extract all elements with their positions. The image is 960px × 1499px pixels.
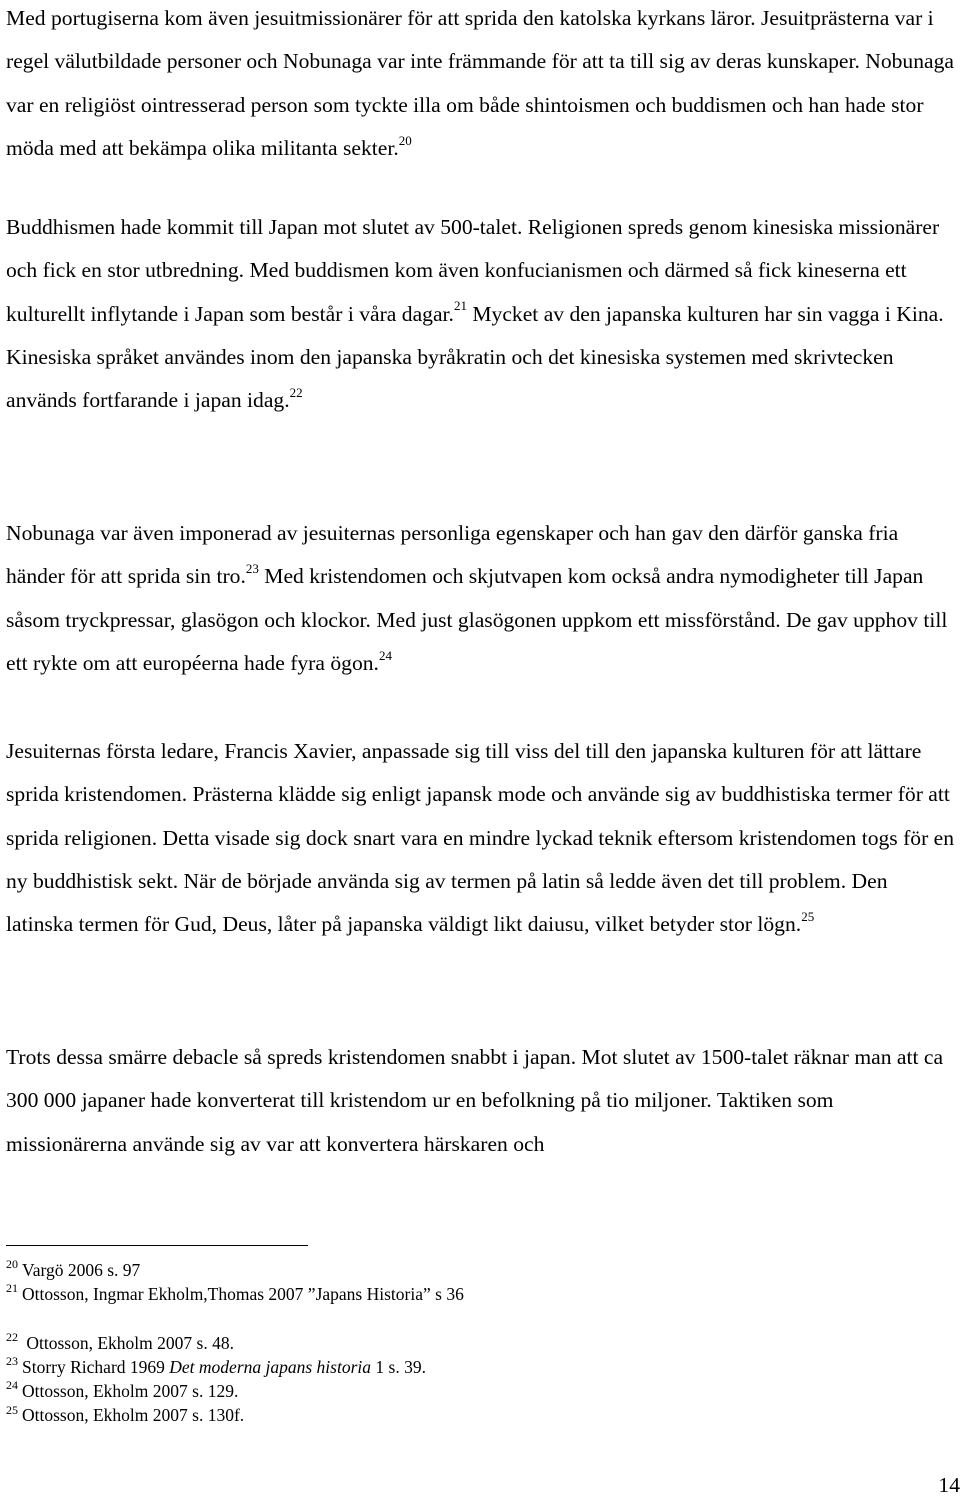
paragraph-5 [6, 1036, 956, 1166]
footnote-text: Vargö 2006 s. 97 [22, 1260, 141, 1280]
footnote-ref[interactable]: 23 [245, 561, 259, 577]
footnote-22 [6, 1331, 946, 1355]
footnote-number: 22 [6, 1329, 18, 1344]
paragraph-text: Med portugiserna kom även jesuitmissionärer för att sprida den katolska kyrkans läror. Jesuitprästerna var i regel välutbildade personer och Nobunaga var inte främmande för att ta till sig av deras kunskaper. Nobunaga var en religiöst ointresserad person som tyckte illa om både shintoismen och buddismen och han hade stor möda med att bekämpa olika militanta sekter. [6, 6, 954, 160]
footnote-text: Ottosson, Ekholm 2007 s. 130f. [22, 1405, 245, 1426]
footnote-number: 23 [6, 1354, 18, 1369]
footnote-number: 24 [6, 1378, 18, 1393]
footnote-24 [6, 1379, 946, 1403]
footnote-ref[interactable]: 25 [801, 909, 815, 924]
paragraph-text: Trots dessa smärre debacle så spreds kristendomen snabbt i japan. Mot slutet av 1500-talet räknar man att ca 300 000 japaner hade konverterat till kristendom ur en befolkning på tio miljoner. Taktiken som missionärerna använde sig av var att konvertera härskaren och [6, 1045, 944, 1156]
footnote-text: Ottosson, Ingmar Ekholm,Thomas 2007 ”Japans Historia” s 36 [22, 1284, 464, 1305]
paragraph-4 [6, 730, 956, 946]
paragraph-1 [6, 0, 956, 170]
paragraph-text: Buddhismen hade kommit till Japan mot slutet av 500-talet. Religionen spreds genom kinesiska missionärer och fick en stor utbredning. Med buddismen kom även konfucianismen och därmed så fick kineserna ett kulturellt inflytande i Japan som består i våra dagar. [6, 215, 940, 326]
footnote-number: 25 [6, 1402, 18, 1417]
footnote-ref[interactable]: 22 [289, 385, 303, 400]
footnote-separator [6, 1245, 308, 1246]
footnote-number: 21 [6, 1281, 18, 1296]
paragraph-text: Mycket av den japanska kulturen har sin vagga i Kina. Kinesiska språket användes inom den japanska byråkratin och det kinesiska systemen med skrivtecken används fortfarande i japan idag. [6, 301, 944, 413]
footnote-number: 20 [6, 1257, 18, 1272]
footnote-list [6, 1258, 946, 1428]
book-title: Det moderna japans historia [169, 1356, 372, 1377]
paragraph-text: Med kristendomen och skjutvapen kom också andra nymodigheter till Japan såsom tryckpressar, glasögon och klockor. Med just glasögonen uppkom ett missförstånd. De gav upphov till ett rykte om att européerna hade fyra ögon. [6, 564, 948, 675]
footnote-gap [6, 1307, 946, 1331]
footnote-23 [6, 1355, 946, 1379]
paragraph-text: Nobunaga var även imponerad av jesuiternas personliga egenskaper och han gav den därför ganska fria händer för att sprida sin tro. [6, 521, 899, 589]
paragraph-3 [6, 512, 956, 685]
paragraph-text: Jesuiternas första ledare, Francis Xavier, anpassade sig till viss del till den japanska kulturen för att lättare sprida kristendomen. Prästerna klädde sig enligt japansk mode och använde sig av buddhistiska termer för att sprida religionen. Detta visade sig dock snart vara en mindre lyckad teknik eftersom kristendomen togs för en ny buddhistisk sekt. När de började använda sig av termen på latin så ledde även det till problem. Den latinska termen för Gud, Deus, låter på japanska väldigt likt daiusu, vilket betyder stor lögn. [6, 739, 955, 937]
footnote-text: 1 s. 39. [371, 1356, 426, 1377]
footnote-ref[interactable]: 21 [453, 298, 467, 314]
footnote-text: Ottosson, Ekholm 2007 s. 129. [22, 1381, 239, 1402]
footnote-text: Ottosson, Ekholm 2007 s. 48. [22, 1332, 234, 1353]
footnote-21 [6, 1282, 946, 1306]
paragraph-2 [6, 206, 956, 422]
footnote-20 [6, 1258, 946, 1282]
page-number: 14 [938, 1473, 960, 1497]
footnote-ref[interactable]: 24 [378, 647, 392, 663]
footnote-25 [6, 1403, 946, 1427]
footnote-ref[interactable]: 20 [398, 132, 412, 148]
footnote-text: Storry Richard 1969 [22, 1356, 170, 1377]
